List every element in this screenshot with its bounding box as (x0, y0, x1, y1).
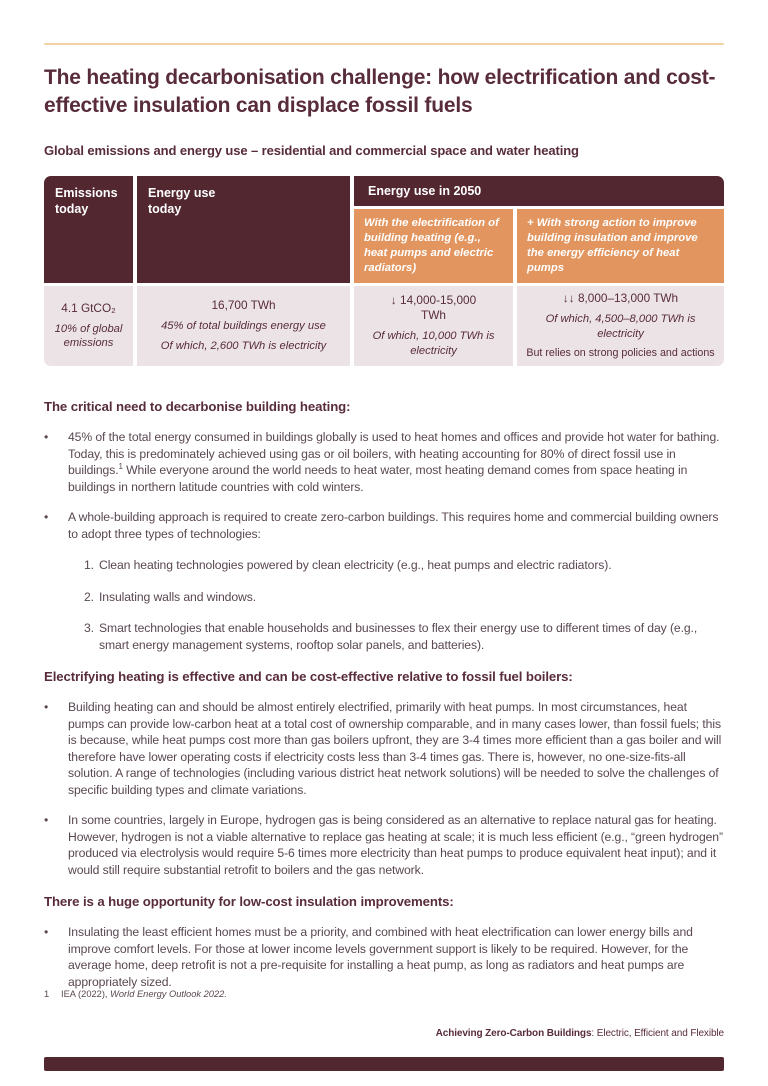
energy-today-value: 16,700 TWh (211, 297, 276, 312)
bullet-heat-pumps-cost (44, 699, 724, 798)
section-heading-electrifying: Electrifying heating is effective and can be cost-effective relative to fossil fuel boilers: (44, 669, 573, 684)
bullet-hydrogen-text: In some countries, largely in Europe, hydrogen gas is being considered as an alternative to replace natural gas for heating. However, hydrogen is not a viable alternative to replace gas heating at scale; it is much less efficient (e.g., “green hydrogen” produced via electrolysis would require 5-6 times more electricity than heat pumps to produce equivalent heat input); and it would still require substantial retrofit to boilers and the gas network. (68, 813, 723, 877)
table-header-emissions-today-label: Emissions today (55, 185, 118, 217)
footnote-prefix: IEA (2022), (61, 989, 111, 999)
table-header-energy-use-today (137, 176, 350, 283)
table-header-energy-use-today-label: Energy use today (148, 185, 216, 217)
bullet-marker (44, 812, 68, 878)
footer-report-subtitle: : Electric, Efficient and Flexible (591, 1028, 724, 1039)
numbered-item-number: 3. (84, 621, 94, 635)
table-subheader-electrification: With the electrification of building heating (e.g., heat pumps and electric radiators) (354, 209, 513, 283)
table-subheader-strong-action: + With strong action to improve building insulation and improve the energy efficiency of heat pumps (517, 209, 724, 283)
bullet-marker (44, 509, 68, 542)
emissions-value: 4.1 GtCO₂ (61, 300, 116, 315)
table-cell-scenario-strong-action (517, 286, 724, 366)
scenario2-note2: But relies on strong policies and actions (526, 347, 715, 360)
section-heading-critical-need: The critical need to decarbonise building heating: (44, 398, 351, 414)
footnote-text (61, 989, 227, 999)
bullet-text-part2: While everyone around the world needs to heat water, most heating demand comes from space heating in buildings in northern latitude countries with cold winters. (68, 463, 688, 494)
bullet-text-part1: 45% of the total energy consumed in buildings globally is used to heat homes and offices and provide hot water for bathing. Today, this is predominately achieved using gas or oil boilers, with heating accounting for 80% of direct fossil use in buildings. (68, 430, 720, 477)
emissions-energy-table (44, 176, 724, 366)
emissions-note: 10% of global emissions (54, 322, 123, 350)
numbered-item-number: 2. (84, 589, 94, 604)
bullet-marker (44, 924, 68, 990)
table-caption: Global emissions and energy use – residential and commercial space and water heating (44, 142, 579, 158)
footnote-source: World Energy Outlook 2022. (110, 989, 227, 999)
footnote (44, 989, 227, 999)
numbered-item-clean-heating (44, 557, 724, 574)
bullet-marker (44, 699, 68, 798)
section-heading-insulation: There is a huge opportunity for low-cost insulation improvements: (44, 894, 454, 910)
table-header-energy-use-2050-label: Energy use in 2050 (368, 183, 482, 198)
scenario2-value: ↓↓ 8,000–13,000 TWh (562, 290, 679, 305)
footnote-reference-1: 1 (118, 461, 123, 471)
page-content (44, 43, 724, 990)
footnote-number: 1 (44, 989, 50, 999)
table-cell-emissions (44, 286, 133, 366)
scenario1-value: ↓ 14,000-15,000 TWh (390, 293, 477, 323)
numbered-item-insulating (44, 589, 724, 606)
page-title: The heating decarbonisation challenge: how electrification and cost-effective insulation can displace fossil fuels (44, 66, 716, 117)
scenario1-note: Of which, 10,000 TWh is electricity (372, 330, 495, 357)
bullet-whole-building-text: A whole-building approach is required to create zero-carbon buildings. This requires home and commercial building owners to adopt three types of technologies: (68, 510, 719, 541)
bullet-marker (44, 429, 68, 495)
table-cell-scenario-electrification (354, 286, 513, 366)
numbered-item-text: Insulating walls and windows. (99, 589, 256, 604)
footer-bar (44, 1057, 724, 1071)
energy-today-note2: Of which, 2,600 TWh is electricity (160, 340, 327, 353)
page-footer (436, 1028, 724, 1039)
energy-today-note1: 45% of total buildings energy use (161, 319, 326, 332)
bullet-insulation-priority (44, 924, 724, 990)
table-header-emissions-today (44, 176, 133, 283)
bullet-heat-pumps-cost-text: Building heating can and should be almost entirely electrified, primarily with heat pumps. In most circumstances, heat pumps can provide low-carbon heat at a total cost of ownership comparable, and in many cases lower, than fossil fuels; this is because, while heat pumps cost more than gas boilers upfront, they are 3-4 times more efficient than a gas boiler and will therefore have lower operating costs if electricity costs less than 3-4 times gas. There is, however, no one-size-fits-all solution. A range of technologies (including various district heat network solutions) will be needed to solve the challenges of specific building types and climate variations. (68, 700, 722, 797)
bullet-whole-building (44, 509, 724, 542)
footer-report-title: Achieving Zero-Carbon Buildings (435, 1028, 592, 1039)
numbered-item-text: Smart technologies that enable households and businesses to flex their energy use to different times of day (e.g., smart energy management systems, rooftop solar panels, and batteries). (99, 621, 698, 652)
bullet-insulation-priority-text: Insulating the least efficient homes must be a priority, and combined with heat electrification can lower energy bills and improve comfort levels. For those at lower income levels government support is likely to be required. However, for the average home, deep retrofit is not a pre-requisite for installing a heat pump, as long as radiators and heat pumps are appropriately sized. (68, 925, 693, 989)
table-cell-energy-today (137, 286, 350, 366)
bullet-heating-share-text (68, 429, 724, 495)
bullet-heating-share (44, 429, 724, 495)
numbered-item-smart-technologies (44, 620, 724, 653)
numbered-item-number: 1. (84, 558, 94, 572)
numbered-item-text: Clean heating technologies powered by clean electricity (e.g., heat pumps and electric radiators). (99, 558, 612, 572)
table-header-energy-use-2050 (354, 176, 724, 206)
top-divider-rule (44, 43, 724, 45)
scenario2-note: Of which, 4,500–8,000 TWh is electricity (545, 312, 696, 340)
bullet-hydrogen (44, 812, 724, 878)
